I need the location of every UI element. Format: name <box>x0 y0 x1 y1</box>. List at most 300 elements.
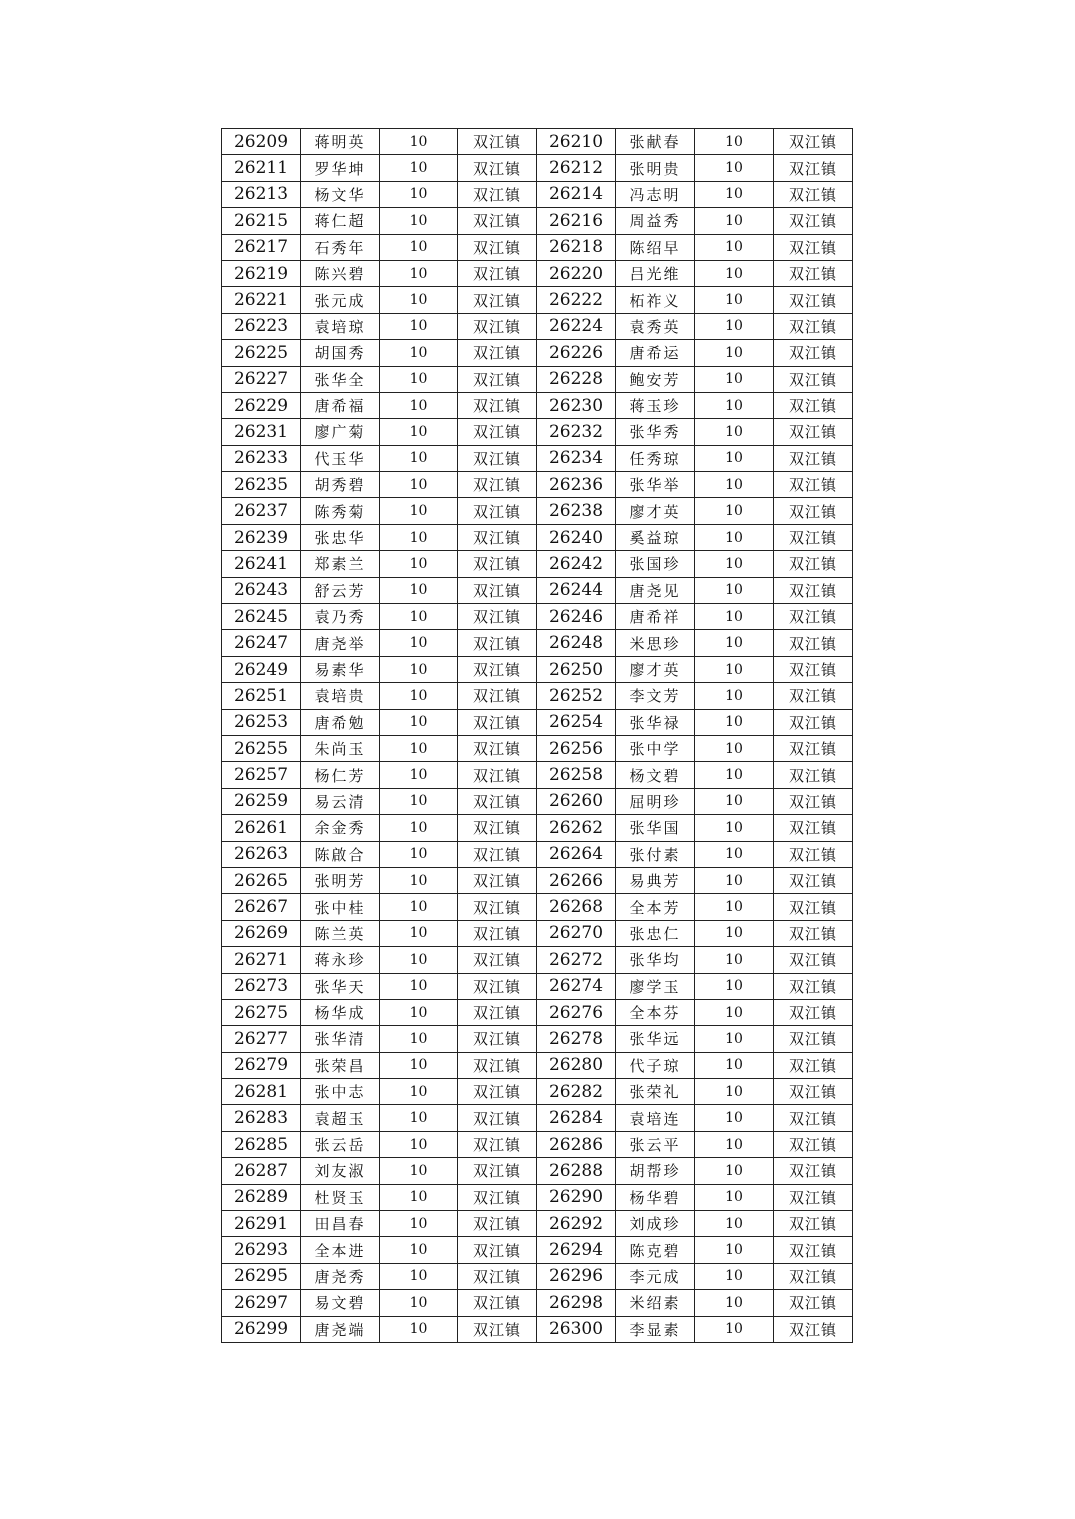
town-cell: 双江镇 <box>458 999 537 1025</box>
table-row <box>222 656 853 682</box>
amount-cell: 10 <box>380 577 458 603</box>
table-row <box>222 1105 853 1131</box>
table-row <box>222 340 853 366</box>
record-id-cell: 26297 <box>222 1290 301 1316</box>
table-row <box>222 1158 853 1184</box>
town-cell: 双江镇 <box>458 577 537 603</box>
town-cell: 双江镇 <box>774 815 853 841</box>
amount-cell: 10 <box>695 709 774 735</box>
table-row <box>222 260 853 286</box>
person-name-cell: 田昌春 <box>301 1211 380 1237</box>
record-id-cell: 26292 <box>537 1211 616 1237</box>
town-cell: 双江镇 <box>774 683 853 709</box>
table-row <box>222 683 853 709</box>
person-name-cell: 张云平 <box>616 1131 695 1157</box>
person-name-cell: 张明芳 <box>301 867 380 893</box>
person-name-cell: 张中志 <box>301 1079 380 1105</box>
record-id-cell: 26246 <box>537 604 616 630</box>
record-id-cell: 26257 <box>222 762 301 788</box>
table-row <box>222 366 853 392</box>
record-id-cell: 26255 <box>222 735 301 761</box>
record-id-cell: 26299 <box>222 1316 301 1342</box>
record-id-cell: 26213 <box>222 181 301 207</box>
record-id-cell: 26236 <box>537 472 616 498</box>
town-cell: 双江镇 <box>458 656 537 682</box>
town-cell: 双江镇 <box>458 1290 537 1316</box>
amount-cell: 10 <box>380 340 458 366</box>
amount-cell: 10 <box>695 498 774 524</box>
town-cell: 双江镇 <box>774 947 853 973</box>
record-id-cell: 26209 <box>222 129 301 155</box>
record-id-cell: 26279 <box>222 1052 301 1078</box>
town-cell: 双江镇 <box>774 551 853 577</box>
person-name-cell: 张华全 <box>301 366 380 392</box>
amount-cell: 10 <box>695 1263 774 1289</box>
town-cell: 双江镇 <box>774 313 853 339</box>
record-id-cell: 26282 <box>537 1079 616 1105</box>
town-cell: 双江镇 <box>458 604 537 630</box>
record-id-cell: 26271 <box>222 947 301 973</box>
record-id-cell: 26210 <box>537 129 616 155</box>
amount-cell: 10 <box>695 1079 774 1105</box>
record-id-cell: 26258 <box>537 762 616 788</box>
town-cell: 双江镇 <box>774 867 853 893</box>
town-cell: 双江镇 <box>458 366 537 392</box>
amount-cell: 10 <box>380 1184 458 1210</box>
person-name-cell: 杨仁芳 <box>301 762 380 788</box>
data-table <box>221 128 853 1343</box>
amount-cell: 10 <box>380 208 458 234</box>
person-name-cell: 廖广菊 <box>301 419 380 445</box>
town-cell: 双江镇 <box>458 762 537 788</box>
record-id-cell: 26254 <box>537 709 616 735</box>
record-id-cell: 26276 <box>537 999 616 1025</box>
amount-cell: 10 <box>695 841 774 867</box>
town-cell: 双江镇 <box>458 683 537 709</box>
town-cell: 双江镇 <box>774 129 853 155</box>
record-id-cell: 26256 <box>537 735 616 761</box>
amount-cell: 10 <box>695 419 774 445</box>
person-name-cell: 胡帮珍 <box>616 1158 695 1184</box>
person-name-cell: 张华禄 <box>616 709 695 735</box>
person-name-cell: 杨文华 <box>301 181 380 207</box>
amount-cell: 10 <box>380 1026 458 1052</box>
table-row <box>222 392 853 418</box>
person-name-cell: 张荣昌 <box>301 1052 380 1078</box>
person-name-cell: 张华国 <box>616 815 695 841</box>
table-row <box>222 841 853 867</box>
record-id-cell: 26231 <box>222 419 301 445</box>
person-name-cell: 张华举 <box>616 472 695 498</box>
town-cell: 双江镇 <box>458 1026 537 1052</box>
amount-cell: 10 <box>380 1158 458 1184</box>
table-row <box>222 947 853 973</box>
record-id-cell: 26264 <box>537 841 616 867</box>
town-cell: 双江镇 <box>774 472 853 498</box>
record-id-cell: 26260 <box>537 788 616 814</box>
town-cell: 双江镇 <box>458 1316 537 1342</box>
person-name-cell: 蒋玉珍 <box>616 392 695 418</box>
person-name-cell: 张付素 <box>616 841 695 867</box>
person-name-cell: 陈绍早 <box>616 234 695 260</box>
record-id-cell: 26240 <box>537 524 616 550</box>
table-row <box>222 1079 853 1105</box>
person-name-cell: 吕光维 <box>616 260 695 286</box>
town-cell: 双江镇 <box>774 656 853 682</box>
record-id-cell: 26281 <box>222 1079 301 1105</box>
record-id-cell: 26234 <box>537 445 616 471</box>
amount-cell: 10 <box>380 313 458 339</box>
person-name-cell: 张明贵 <box>616 155 695 181</box>
table-row <box>222 524 853 550</box>
person-name-cell: 冯志明 <box>616 181 695 207</box>
table-row <box>222 788 853 814</box>
town-cell: 双江镇 <box>774 973 853 999</box>
amount-cell: 10 <box>695 683 774 709</box>
town-cell: 双江镇 <box>774 419 853 445</box>
amount-cell: 10 <box>695 524 774 550</box>
town-cell: 双江镇 <box>774 1237 853 1263</box>
town-cell: 双江镇 <box>458 1237 537 1263</box>
record-id-cell: 26250 <box>537 656 616 682</box>
record-id-cell: 26248 <box>537 630 616 656</box>
town-cell: 双江镇 <box>774 762 853 788</box>
person-name-cell: 张中学 <box>616 735 695 761</box>
amount-cell: 10 <box>380 234 458 260</box>
amount-cell: 10 <box>380 709 458 735</box>
amount-cell: 10 <box>380 366 458 392</box>
town-cell: 双江镇 <box>458 472 537 498</box>
amount-cell: 10 <box>380 419 458 445</box>
town-cell: 双江镇 <box>458 1263 537 1289</box>
person-name-cell: 张华清 <box>301 1026 380 1052</box>
town-cell: 双江镇 <box>458 445 537 471</box>
town-cell: 双江镇 <box>458 973 537 999</box>
record-id-cell: 26217 <box>222 234 301 260</box>
person-name-cell: 郑素兰 <box>301 551 380 577</box>
amount-cell: 10 <box>380 181 458 207</box>
town-cell: 双江镇 <box>774 630 853 656</box>
amount-cell: 10 <box>380 1052 458 1078</box>
town-cell: 双江镇 <box>458 234 537 260</box>
amount-cell: 10 <box>380 551 458 577</box>
town-cell: 双江镇 <box>458 1079 537 1105</box>
record-id-cell: 26267 <box>222 894 301 920</box>
amount-cell: 10 <box>695 392 774 418</box>
amount-cell: 10 <box>380 999 458 1025</box>
person-name-cell: 张忠华 <box>301 524 380 550</box>
record-id-cell: 26222 <box>537 287 616 313</box>
amount-cell: 10 <box>380 1105 458 1131</box>
table-row <box>222 155 853 181</box>
record-id-cell: 26293 <box>222 1237 301 1263</box>
record-id-cell: 26284 <box>537 1105 616 1131</box>
amount-cell: 10 <box>695 472 774 498</box>
record-id-cell: 26298 <box>537 1290 616 1316</box>
town-cell: 双江镇 <box>458 313 537 339</box>
amount-cell: 10 <box>695 894 774 920</box>
person-name-cell: 刘友淑 <box>301 1158 380 1184</box>
table-row <box>222 973 853 999</box>
record-id-cell: 26214 <box>537 181 616 207</box>
amount-cell: 10 <box>380 630 458 656</box>
town-cell: 双江镇 <box>774 498 853 524</box>
amount-cell: 10 <box>380 762 458 788</box>
town-cell: 双江镇 <box>458 340 537 366</box>
person-name-cell: 李文芳 <box>616 683 695 709</box>
amount-cell: 10 <box>380 735 458 761</box>
amount-cell: 10 <box>380 947 458 973</box>
person-name-cell: 周益秀 <box>616 208 695 234</box>
table-row <box>222 604 853 630</box>
person-name-cell: 朱尚玉 <box>301 735 380 761</box>
person-name-cell: 廖学玉 <box>616 973 695 999</box>
amount-cell: 10 <box>380 129 458 155</box>
amount-cell: 10 <box>695 762 774 788</box>
record-id-cell: 26294 <box>537 1237 616 1263</box>
record-id-cell: 26216 <box>537 208 616 234</box>
amount-cell: 10 <box>695 577 774 603</box>
person-name-cell: 陈秀菊 <box>301 498 380 524</box>
person-name-cell: 张荣礼 <box>616 1079 695 1105</box>
amount-cell: 10 <box>380 683 458 709</box>
person-name-cell: 袁秀英 <box>616 313 695 339</box>
town-cell: 双江镇 <box>458 1211 537 1237</box>
amount-cell: 10 <box>695 999 774 1025</box>
amount-cell: 10 <box>380 1079 458 1105</box>
town-cell: 双江镇 <box>458 1184 537 1210</box>
amount-cell: 10 <box>695 366 774 392</box>
town-cell: 双江镇 <box>774 287 853 313</box>
record-id-cell: 26249 <box>222 656 301 682</box>
amount-cell: 10 <box>695 1316 774 1342</box>
record-id-cell: 26283 <box>222 1105 301 1131</box>
town-cell: 双江镇 <box>774 577 853 603</box>
record-id-cell: 26286 <box>537 1131 616 1157</box>
amount-cell: 10 <box>380 920 458 946</box>
record-id-cell: 26278 <box>537 1026 616 1052</box>
town-cell: 双江镇 <box>458 524 537 550</box>
amount-cell: 10 <box>695 181 774 207</box>
town-cell: 双江镇 <box>774 1052 853 1078</box>
table-row <box>222 1290 853 1316</box>
amount-cell: 10 <box>380 155 458 181</box>
table-body <box>222 129 853 1343</box>
record-id-cell: 26229 <box>222 392 301 418</box>
amount-cell: 10 <box>380 894 458 920</box>
town-cell: 双江镇 <box>458 129 537 155</box>
town-cell: 双江镇 <box>458 920 537 946</box>
amount-cell: 10 <box>380 1211 458 1237</box>
person-name-cell: 易素华 <box>301 656 380 682</box>
town-cell: 双江镇 <box>458 419 537 445</box>
town-cell: 双江镇 <box>458 735 537 761</box>
amount-cell: 10 <box>695 1026 774 1052</box>
person-name-cell: 易典芳 <box>616 867 695 893</box>
record-id-cell: 26269 <box>222 920 301 946</box>
record-id-cell: 26280 <box>537 1052 616 1078</box>
person-name-cell: 袁超玉 <box>301 1105 380 1131</box>
town-cell: 双江镇 <box>774 366 853 392</box>
amount-cell: 10 <box>695 920 774 946</box>
amount-cell: 10 <box>380 1290 458 1316</box>
amount-cell: 10 <box>380 498 458 524</box>
amount-cell: 10 <box>380 815 458 841</box>
town-cell: 双江镇 <box>774 1105 853 1131</box>
town-cell: 双江镇 <box>774 181 853 207</box>
record-id-cell: 26243 <box>222 577 301 603</box>
record-id-cell: 26244 <box>537 577 616 603</box>
town-cell: 双江镇 <box>458 841 537 867</box>
person-name-cell: 唐尧秀 <box>301 1263 380 1289</box>
person-name-cell: 陈兰英 <box>301 920 380 946</box>
record-id-cell: 26288 <box>537 1158 616 1184</box>
amount-cell: 10 <box>695 234 774 260</box>
table-row <box>222 551 853 577</box>
town-cell: 双江镇 <box>458 788 537 814</box>
person-name-cell: 唐希运 <box>616 340 695 366</box>
town-cell: 双江镇 <box>774 340 853 366</box>
town-cell: 双江镇 <box>458 1052 537 1078</box>
person-name-cell: 袁培贵 <box>301 683 380 709</box>
amount-cell: 10 <box>380 260 458 286</box>
record-id-cell: 26237 <box>222 498 301 524</box>
record-id-cell: 26296 <box>537 1263 616 1289</box>
amount-cell: 10 <box>695 208 774 234</box>
record-id-cell: 26300 <box>537 1316 616 1342</box>
town-cell: 双江镇 <box>458 1131 537 1157</box>
amount-cell: 10 <box>695 287 774 313</box>
person-name-cell: 米绍素 <box>616 1290 695 1316</box>
amount-cell: 10 <box>695 313 774 339</box>
record-id-cell: 26252 <box>537 683 616 709</box>
amount-cell: 10 <box>695 129 774 155</box>
town-cell: 双江镇 <box>458 894 537 920</box>
record-id-cell: 26220 <box>537 260 616 286</box>
table-row <box>222 577 853 603</box>
amount-cell: 10 <box>695 155 774 181</box>
record-id-cell: 26266 <box>537 867 616 893</box>
record-id-cell: 26262 <box>537 815 616 841</box>
table-row <box>222 920 853 946</box>
table-row <box>222 1263 853 1289</box>
person-name-cell: 袁培琼 <box>301 313 380 339</box>
amount-cell: 10 <box>695 656 774 682</box>
record-id-cell: 26287 <box>222 1158 301 1184</box>
table-row <box>222 208 853 234</box>
town-cell: 双江镇 <box>774 1026 853 1052</box>
person-name-cell: 胡国秀 <box>301 340 380 366</box>
person-name-cell: 张国珍 <box>616 551 695 577</box>
town-cell: 双江镇 <box>774 445 853 471</box>
town-cell: 双江镇 <box>774 735 853 761</box>
amount-cell: 10 <box>695 551 774 577</box>
town-cell: 双江镇 <box>458 208 537 234</box>
town-cell: 双江镇 <box>774 920 853 946</box>
amount-cell: 10 <box>380 973 458 999</box>
amount-cell: 10 <box>695 340 774 366</box>
amount-cell: 10 <box>695 1290 774 1316</box>
person-name-cell: 石秀年 <box>301 234 380 260</box>
table-row <box>222 762 853 788</box>
person-name-cell: 廖才英 <box>616 498 695 524</box>
town-cell: 双江镇 <box>774 1158 853 1184</box>
amount-cell: 10 <box>695 1158 774 1184</box>
person-name-cell: 易文碧 <box>301 1290 380 1316</box>
person-name-cell: 张华秀 <box>616 419 695 445</box>
record-id-cell: 26277 <box>222 1026 301 1052</box>
town-cell: 双江镇 <box>774 1263 853 1289</box>
table-row <box>222 1316 853 1342</box>
person-name-cell: 陈克碧 <box>616 1237 695 1263</box>
town-cell: 双江镇 <box>458 551 537 577</box>
town-cell: 双江镇 <box>774 894 853 920</box>
town-cell: 双江镇 <box>458 181 537 207</box>
amount-cell: 10 <box>695 947 774 973</box>
person-name-cell: 陈兴碧 <box>301 260 380 286</box>
person-name-cell: 全本芬 <box>616 999 695 1025</box>
table-row <box>222 1211 853 1237</box>
record-id-cell: 26226 <box>537 340 616 366</box>
table-row <box>222 1237 853 1263</box>
record-id-cell: 26259 <box>222 788 301 814</box>
table-row <box>222 1052 853 1078</box>
table-row <box>222 735 853 761</box>
town-cell: 双江镇 <box>774 999 853 1025</box>
person-name-cell: 柘祚义 <box>616 287 695 313</box>
table-row <box>222 445 853 471</box>
person-name-cell: 张献春 <box>616 129 695 155</box>
person-name-cell: 罗华坤 <box>301 155 380 181</box>
amount-cell: 10 <box>695 1105 774 1131</box>
person-name-cell: 代子琼 <box>616 1052 695 1078</box>
amount-cell: 10 <box>380 788 458 814</box>
amount-cell: 10 <box>380 1263 458 1289</box>
record-id-cell: 26242 <box>537 551 616 577</box>
town-cell: 双江镇 <box>458 498 537 524</box>
amount-cell: 10 <box>695 604 774 630</box>
amount-cell: 10 <box>695 1211 774 1237</box>
town-cell: 双江镇 <box>774 155 853 181</box>
person-name-cell: 袁乃秀 <box>301 604 380 630</box>
amount-cell: 10 <box>380 867 458 893</box>
amount-cell: 10 <box>380 656 458 682</box>
record-id-cell: 26270 <box>537 920 616 946</box>
table-row <box>222 419 853 445</box>
amount-cell: 10 <box>695 867 774 893</box>
record-id-cell: 26291 <box>222 1211 301 1237</box>
table-row <box>222 234 853 260</box>
person-name-cell: 张元成 <box>301 287 380 313</box>
person-name-cell: 杨华成 <box>301 999 380 1025</box>
town-cell: 双江镇 <box>774 1290 853 1316</box>
amount-cell: 10 <box>380 1131 458 1157</box>
person-name-cell: 张华天 <box>301 973 380 999</box>
table-row <box>222 129 853 155</box>
town-cell: 双江镇 <box>458 1158 537 1184</box>
record-id-cell: 26245 <box>222 604 301 630</box>
town-cell: 双江镇 <box>458 260 537 286</box>
town-cell: 双江镇 <box>774 260 853 286</box>
record-id-cell: 26275 <box>222 999 301 1025</box>
person-name-cell: 杨文碧 <box>616 762 695 788</box>
table-row <box>222 313 853 339</box>
record-id-cell: 26247 <box>222 630 301 656</box>
person-name-cell: 胡秀碧 <box>301 472 380 498</box>
record-id-cell: 26263 <box>222 841 301 867</box>
person-name-cell: 杨华碧 <box>616 1184 695 1210</box>
person-name-cell: 陈啟合 <box>301 841 380 867</box>
